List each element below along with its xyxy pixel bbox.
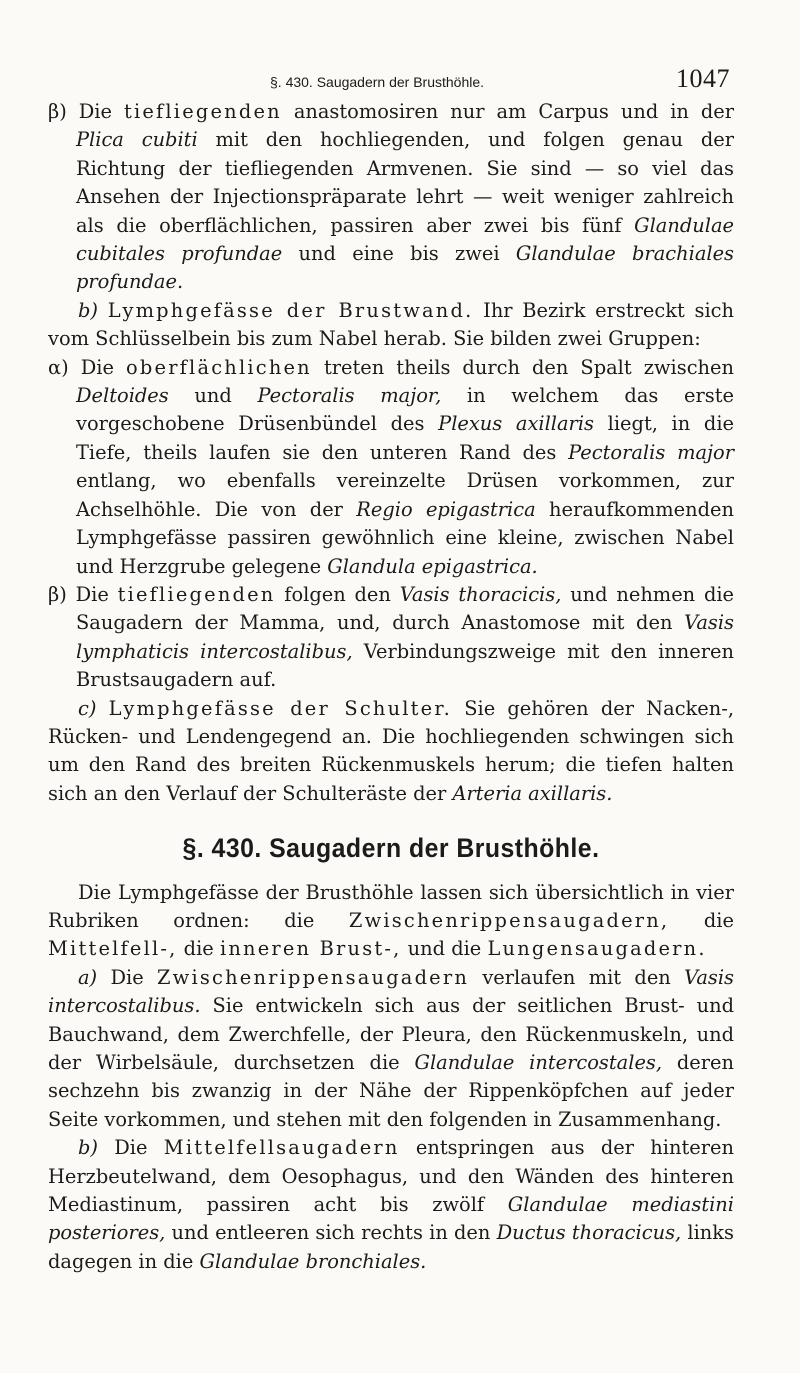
paragraph-intro-brusthoehle: Die Lymphgefässe der Brusthöhle lassen sich übersichtlich in vier Rubriken ordnen: die Zwischenrippensaugadern, die Mittelfell-, die inneren Brust-, und die Lungensaugadern.: [48, 880, 734, 961]
paragraph-beta-tiefliegenden-brust: β) Die tiefliegenden folgen den Vasis thoracicis, und nehmen die Saugadern der Mamma, und, durch Anastomose mit den Vasis lymphaticis intercostalibus, Verbindungszweige mit den inneren Brustsaugadern auf.: [48, 582, 735, 692]
paragraph-b-mittelfell: b) Die Mittelfellsaugadern entspringen aus der hinteren Herzbeutelwand, dem Oesophagus, und den Wänden des hinteren Mediastinum, passiren acht bis zwölf Glandulae mediastini posteriores, und entleeren sich rechts in den Ductus thoracicus, links dagegen in die Glandulae bronchiales.: [48, 1136, 735, 1273]
running-head: [270, 64, 730, 94]
paragraph-alpha-oberflaechlichen: α) Die oberflächlichen treten theils durch den Spalt zwischen Deltoides und Pectoralis major, in welchem das erste vorgeschobene Drüsenbündel des Plexus axillaris liegt, in die Tiefe, theils laufen sie den unteren Rand des Pectoralis major entlang, wo ebenfalls vereinzelte Drüsen vorkommen, zur Achselhöhle. Die von der Regio epigastrica heraufkommenden Lymphgefässe passiren gewöhnlich eine kleine, zwischen Nabel und Herzgrube gelegene Glandula epigastrica.: [48, 355, 735, 578]
paragraph-c-schulter: c) Lymphgefässe der Schulter. Sie gehören der Nacken-, Rücken- und Lendengegend an. Die hochliegenden schwingen sich um den Rand des breiten Rückenmuskels herum; die tiefen halten sich an den Verlauf der Schulteräste der Arteria axillaris.: [48, 696, 734, 805]
section-heading: §. 430. Saugadern der Brusthöhle.: [182, 833, 600, 864]
page-number: 1047: [676, 64, 730, 93]
body-text: [48, 98, 734, 1276]
paragraph-beta-tiefliegenden-arm: β) Die tiefliegenden anastomosiren nur am Carpus und in der Plica cubiti mit den hochliegenden, und folgen genau der Richtung der tiefliegenden Armvenen. Sie sind — so viel das Ansehen der Injectionspräparate lehrt — weit weniger zahlreich als die oberflächlichen, passiren aber zwei bis fünf Glandulae cubitales profundae und eine bis zwei Glandulae brachiales profundae.: [48, 100, 735, 294]
paragraph-a-zwischenrippen: a) Die Zwischenrippensaugadern verlaufen mit den Vasis intercostalibus. Sie entwickeln sich aus der seitlichen Brust- und Bauchwand, dem Zwerchfelle, der Pleura, den Rückenmuskeln, und der Wirbelsäule, durchsetzen die Glandulae intercostales, deren sechzehn bis zwanzig in der Nähe der Rippenköpfchen auf jeder Seite vorkommen, und stehen mit den folgenden in Zusammenhang.: [48, 965, 734, 1131]
running-head-title: §. 430. Saugadern der Brusthöhle.: [270, 74, 485, 90]
paragraph-b-brustwand: b) Lymphgefässe der Brustwand. Ihr Bezirk erstreckt sich vom Schlüsselbein bis zum Nabel herab. Sie bilden zwei Gruppen:: [48, 298, 734, 351]
